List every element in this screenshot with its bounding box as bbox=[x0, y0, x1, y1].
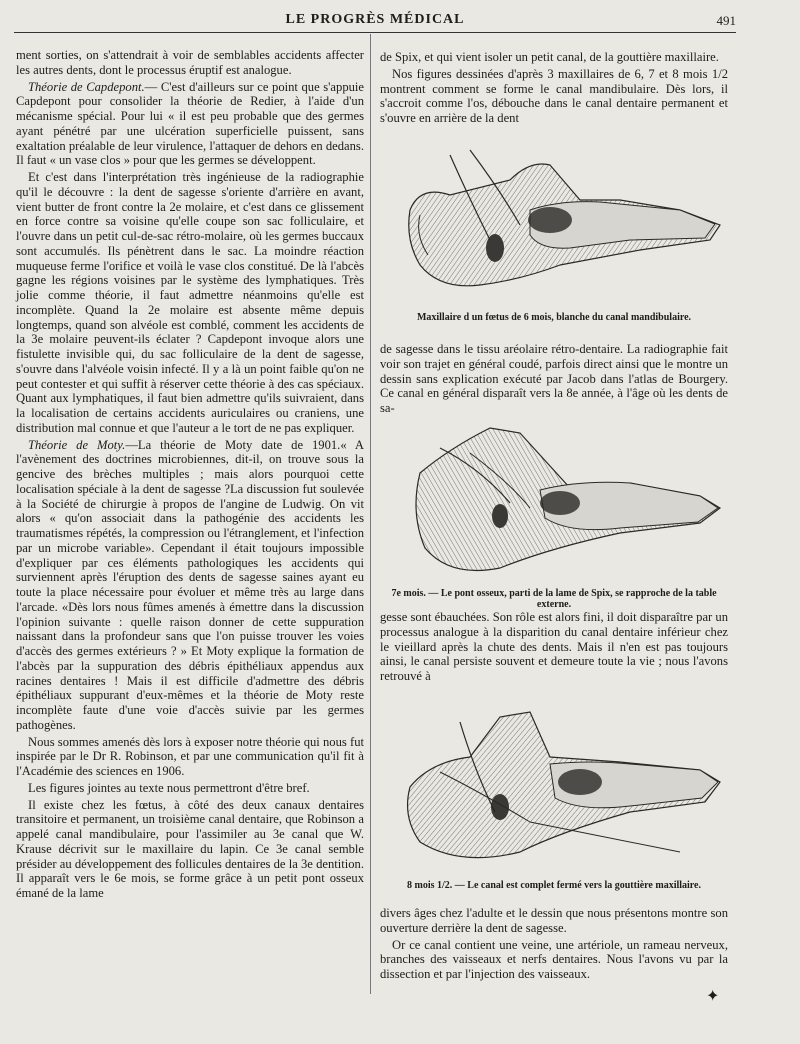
figure-caption: 7e mois. — Le pont osseux, parti de la lame de Spix, se rapproche de la table externe. bbox=[391, 588, 717, 610]
page-number: 491 bbox=[716, 13, 736, 28]
column-divider bbox=[370, 34, 371, 994]
paragraph: de sagesse dans le tissu aréolaire rétro-dentaire. La radiographie fait voir son trajet en général coudé, parfois direct ainsi que le montre un dessin sans explication exécuté par Jacob dans l'atlas de Bourgery. Ce canal en général disparaît vers la 8e année, à l'âge où les dents de sa- bbox=[380, 342, 728, 415]
jaw-illustration-icon bbox=[380, 702, 728, 878]
paragraph bbox=[16, 80, 364, 169]
page-header bbox=[14, 8, 736, 33]
section-title: Théorie de Capdepont. bbox=[28, 79, 145, 94]
left-column bbox=[16, 48, 364, 903]
figure-caption: Maxillaire d un fœtus de 6 mois, blanche du canal mandibulaire. bbox=[416, 312, 692, 323]
paragraph: Il existe chez les fœtus, à côté des deux canaux dentaires transitoire et permanent, un troisième canal dentaire, que Robinson a appelé canal mandibulaire, pour l'assimiler au 3e canal que W. Krause décrivit sur le maxillaire du lapin. Ce 3e canal semble présider au développement des follicules dentaires de la 3e dentition. Il apparaît vers le 6e mois, se forme grâce à un petit pont osseux émané de la lame bbox=[16, 797, 364, 900]
paragraph: de Spix, et qui vient isoler un petit canal, de la gouttière maxillaire. bbox=[380, 50, 719, 64]
paragraph: ment sorties, on s'attendrait à voir de semblables accidents affecter les autres dents, dont le processus éruptif est analogue. bbox=[16, 48, 364, 77]
figure-7-months bbox=[380, 418, 728, 610]
end-ornament-icon: ✦ bbox=[706, 988, 720, 1005]
figure-caption: 8 mois 1/2. — Le canal est complet fermé vers la gouttière maxillaire. bbox=[407, 880, 701, 891]
paragraph: Les figures jointes au texte nous permettront d'être bref. bbox=[28, 780, 310, 795]
right-column-mid1 bbox=[380, 342, 728, 418]
paragraph: Or ce canal contient une veine, une artériole, un rameau nerveux, branches des vaisseaux et nerfs dentaires. Nous l'avons vu par la dissection et par l'injection des vaisseaux. bbox=[380, 937, 728, 981]
paragraph: Et c'est dans l'interprétation très ingénieuse de la radiographie qu'il le découvre : la dent de sagesse s'oriente d'arrière en avant, vient butter de front contre la 2e molaire, et c'est dans ce glissement en force contre sa voisine qu'elle coupe son sac folliculaire, et l'ouvre dans un petit cul-de-sac rétro-molaire, où les germes buccaux sont accumulés. Ils pénètrent dans le sac. La moindre réaction muqueuse ferme l'orifice et voilà le vase clos constitué. De là l'abcès gagne les régions voisines par le système des lymphatiques. Très jolie comme théorie, il faut admettre néanmoins qu'elle est incomplète. Quand la 2e molaire est absente même depuis longtemps, quand son alvéole est comblé, comment les accidents de la 3e molaire peuvent-ils éclater ? Capdepont invoque alors une fistulette invisible qui, du sac folliculaire de la dent de sagesse, s'ouvre dans l'alvéole voisin infecté. Il y a là un point faible qu'on ne peut contester et qui suffit à réserver cette théorie à des cas spéciaux. Quant aux lymphatiques, il faut bien admettre qu'ils suivraient, dans la localisation de certains accidents auriculaires ou craniens, une distribution mal connue et que l'auteur a le tort de ne pas expliquer. bbox=[16, 170, 364, 435]
figure-6-months bbox=[380, 140, 728, 323]
jaw-illustration-icon bbox=[380, 418, 728, 586]
right-column-top bbox=[380, 50, 728, 128]
paragraph: divers âges chez l'adulte et le dessin que nous présentons montre son ouverture derrière la dent de sagesse. bbox=[380, 906, 728, 935]
figure-8-months bbox=[380, 702, 728, 891]
journal-title: LE PROGRÈS MÉDICAL bbox=[285, 12, 465, 27]
jaw-illustration-icon bbox=[380, 140, 728, 310]
right-column-mid2 bbox=[380, 610, 728, 686]
section-title: Théorie de Moty. bbox=[28, 437, 126, 452]
paragraph: Nous sommes amenés dès lors à exposer notre théorie qui nous fut inspirée par le Dr R. Robinson, et par une communication qu'il fit à l'Académie des sciences en 1906. bbox=[16, 734, 364, 778]
paragraph-body: — C'est d'ailleurs sur ce point que s'appuie Capdepont pour consolider la théorie de Redier, à l'aide d'un mécanisme spécial. Pour lui « il est peu probable que des germes ayant pénétré par une ulcération superficielle puissent, sans exaltation préalable de leur virulence, l'attaquer de dehors en dedans. Il faut « un vase clos » pour que les germes se développent. bbox=[16, 79, 365, 168]
paragraph: Nos figures dessinées d'après 3 maxillaires de 6, 7 et 8 mois 1/2 montrent comment se forme le canal mandibulaire. Dès lors, il s'accroit comme l'os, débouche dans le canal dentaire permanent et s'ouvre en arrière de la dent bbox=[380, 66, 728, 125]
right-column-bottom bbox=[380, 906, 728, 984]
paragraph: gesse sont ébauchées. Son rôle est alors fini, il doit disparaître par un processus analogue à la disparition du canal dentaire inférieur chez le vieillard après la chute des dents. Mais il n'en est pas toujours ainsi, le canal persiste souvent et demeure toute la vie ; nous l'avons retrouvé à bbox=[380, 610, 728, 683]
paragraph bbox=[16, 438, 364, 733]
paragraph-body: —La théorie de Moty date de 1901.« A l'avènement des doctrines microbiennes, dit-il, on trouve sous la gencive des brèches multiples ; mais alors pourquoi cette localisation spéciale à la dent de sagesse ?La discussion fut soulevée à la Société de chirurgie à propos de l'angine de Ludwig. On vit alors « qu'on associait dans la pathogénie des accidents les traumatismes répétés, la compression ou l'étranglement, et l'infection par un microbe variable». Cependant il était toujours impossible d'expliquer par ces éléments pathologiques les accidents qui surviennent après l'éruption des dents de sagesse saines ayant eu toute la place nécessaire pour évoluer et même très au large dans l'arcade. «Dès lors nous fûmes amenés à émettre dans la discussion l'opinion suivante : quelle raison donner de cette suppuration naissant dans la profondeur sans que l'on puisse trouver les voies d'accès des germes extérieurs ? » Et Moty explique la formation de l'abcès par la suppuration des débris épithéliaux appendus aux racines dentaires ! Mais il est difficile d'admettre des débris épithéliaux suppurant d'eux-mêmes et la théorie de Moty reste incomplète faute d'une voie d'accès suivie par les germes pathogènes. bbox=[16, 437, 364, 732]
